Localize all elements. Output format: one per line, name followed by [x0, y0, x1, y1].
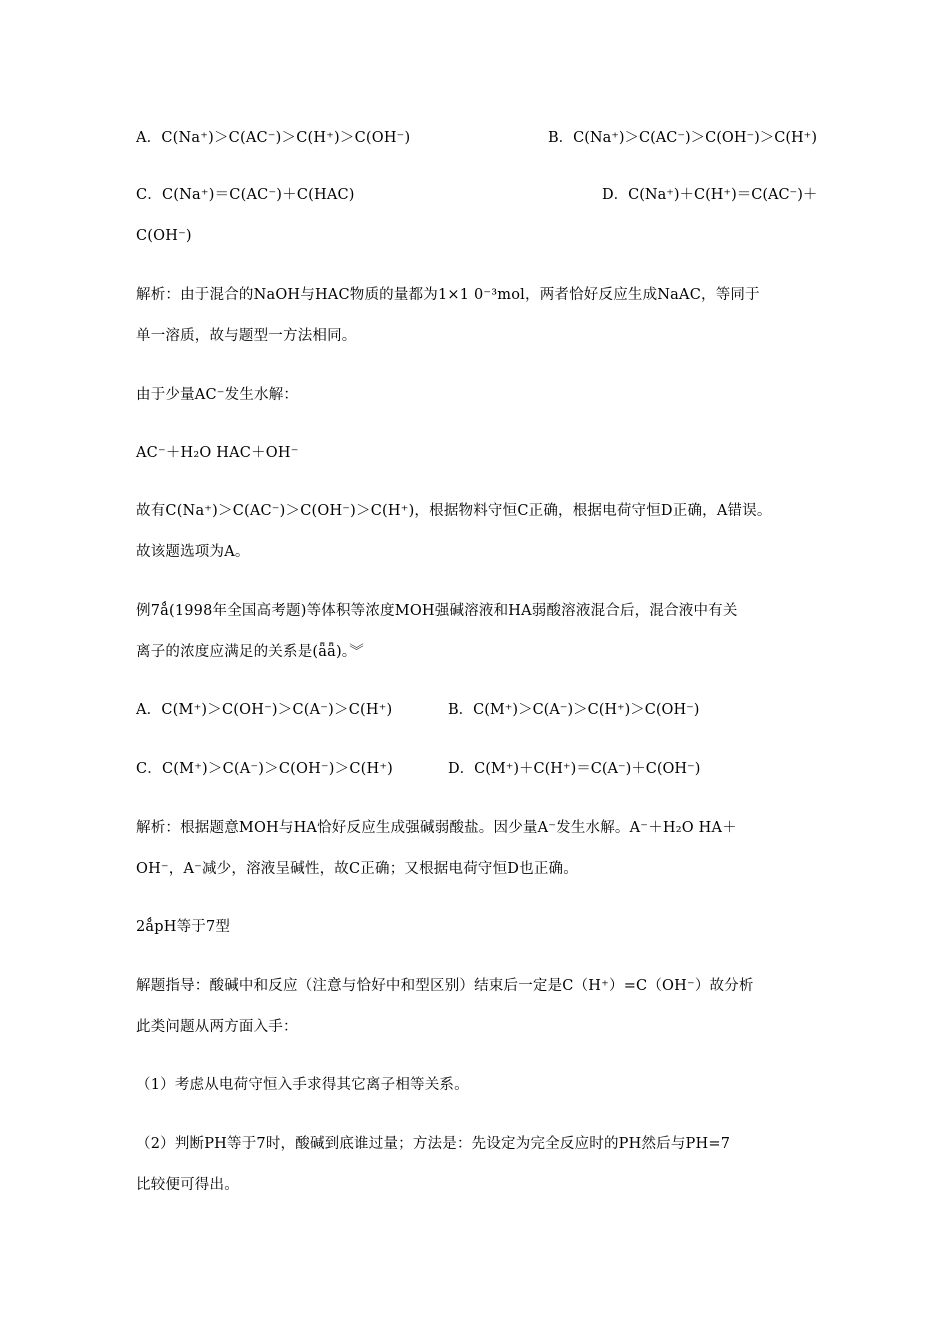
analysis-line-2: 单一溶质，故与题型一方法相同。 [136, 328, 357, 344]
analysis-line-1: 解析：由于混合的NaOH与HAC物质的量都为1×1 0⁻³mol，两者恰好反应生成NaAC，等同于 [136, 287, 760, 303]
option-b: B．C(Na⁺)＞C(AC⁻)＞C(OH⁻)＞C(H⁺) [548, 130, 817, 146]
example-7-analysis-line-2: OH⁻，A⁻减少，溶液呈碱性，故C正确；又根据电荷守恒D也正确。 [136, 861, 578, 877]
point-2-line-1: （2）判断PH等于7时，酸碱到底谁过量；方法是：先设定为完全反应时的PH然后与PH=7 [136, 1136, 731, 1152]
hydrolysis-intro: 由于少量AC⁻发生水解： [136, 387, 299, 403]
example-7-option-d: D．C(M⁺)＋C(H⁺)＝C(A⁻)＋C(OH⁻) [448, 761, 701, 777]
guide-line-2: 此类问题从两方面入手： [136, 1019, 298, 1035]
example-7-stem-line-2: 离子的浓度应满足的关系是(ǟǟ)。︾ [136, 644, 364, 660]
hydrolysis-equation: AC⁻＋H₂O HAC＋OH⁻ [136, 445, 299, 461]
example-7-option-b: B．C(M⁺)＞C(A⁻)＞C(H⁺)＞C(OH⁻) [448, 702, 700, 718]
conclusion-line-1: 故有C(Na⁺)＞C(AC⁻)＞C(OH⁻)＞C(H⁺)，根据物料守恒C正确，根据电荷守恒D正确，A错误。 [136, 503, 772, 519]
option-d: D．C(Na⁺)＋C(H⁺)＝C(AC⁻)＋ [602, 187, 818, 203]
option-d-continued: C(OH⁻) [136, 228, 192, 244]
example-7-option-a: A．C(M⁺)＞C(OH⁻)＞C(A⁻)＞C(H⁺) [136, 702, 393, 718]
point-1: （1）考虑从电荷守恒入手求得其它离子相等关系。 [136, 1077, 469, 1093]
guide-line-1: 解题指导：酸碱中和反应（注意与恰好中和型区别）结束后一定是C（H⁺）=C（OH⁻）故分析 [136, 978, 754, 994]
example-7-analysis-line-1: 解析：根据题意MOH与HA恰好反应生成强碱弱酸盐。因少量A⁻发生水解。A⁻＋H₂O HA＋ [136, 820, 737, 836]
section-heading: 2ǻpH等于7型 [136, 919, 231, 935]
example-7-option-c: C．C(M⁺)＞C(A⁻)＞C(OH⁻)＞C(H⁺) [136, 761, 394, 777]
option-c: C．C(Na⁺)＝C(AC⁻)＋C(HAC) [136, 187, 355, 203]
option-a: A．C(Na⁺)＞C(AC⁻)＞C(H⁺)＞C(OH⁻) [136, 130, 411, 146]
example-7-stem-line-1: 例7ǻ(1998年全国高考题)等体积等浓度MOH强碱溶液和HA弱酸溶液混合后，混合液中有关 [136, 603, 738, 619]
conclusion-line-2: 故该题选项为A。 [136, 544, 250, 560]
point-2-line-2: 比较便可得出。 [136, 1177, 239, 1193]
